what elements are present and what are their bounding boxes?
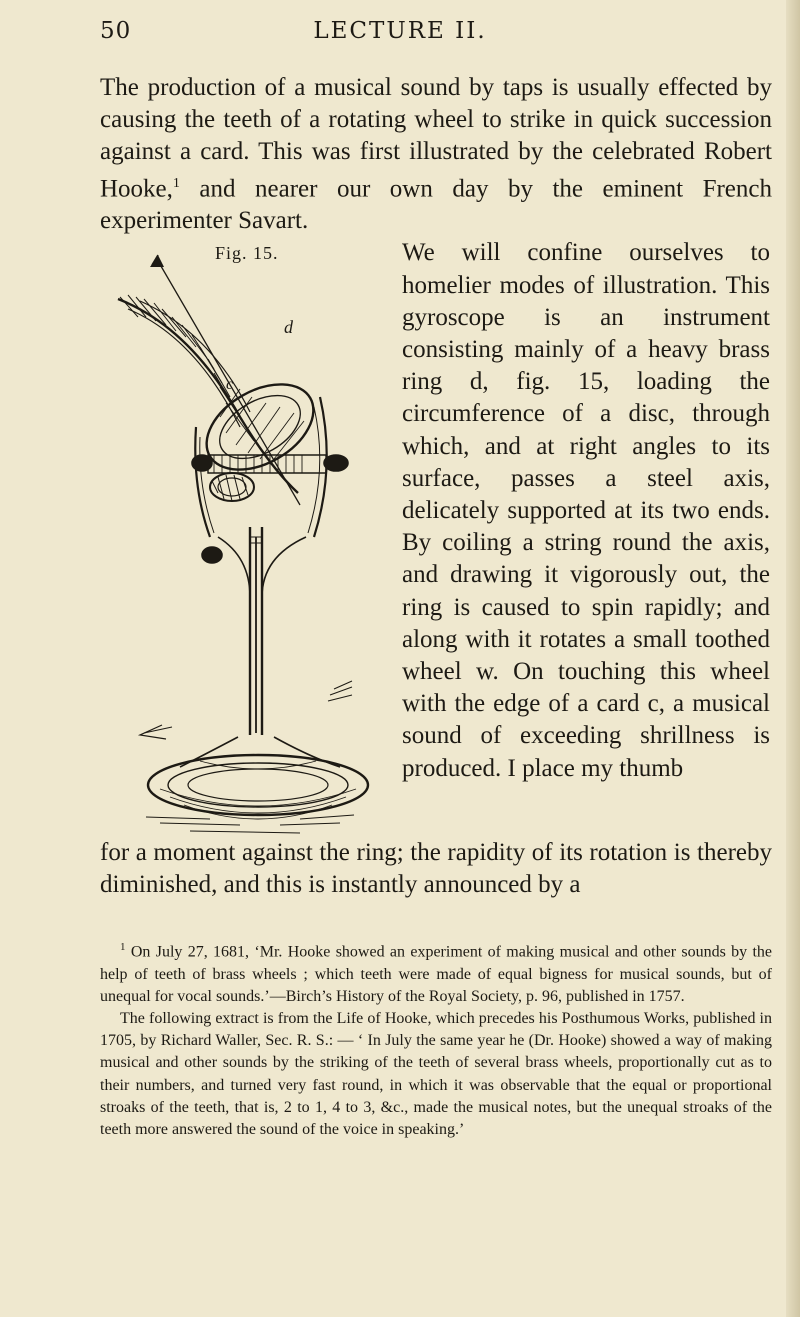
figure-letter-c: c <box>226 376 234 394</box>
body-text <box>100 72 772 901</box>
footnote-2: The following extract is from the Life of Hooke, which precedes his Posthumous Works, published in 1705, by Richard Waller, Sec. R. S.: — ‘ In July the same year he (Dr. Hooke) showed a way of making musical and other sounds by the striking of the teeth of several brass wheels, proportionally cut as to their numbers, and turned very fast round, in which it was observable that the equal or proportional stroaks of the teeth, that is, 2 to 1, 4 to 3, &c., made the musical notes, but the unequal stroaks of the teeth more answered the sound of the voice in speaking.’ <box>100 1009 772 1138</box>
gyroscope-illustration <box>100 237 404 837</box>
figure-label: Fig. 15. <box>215 243 279 264</box>
paragraph-bottom: for a moment against the ring; the rapidity of its rotation is thereby diminished, and this is instantly announced by a <box>100 839 772 899</box>
footnote-1-text: On July 27, 1681, ‘Mr. Hooke showed an experiment of making musical and other sounds by the help of teeth of brass wheels ; which teeth were made of equal bigness for musical sounds, but of unequal for vocal sounds.’—Birch’s History of the Royal Society, p. 96, published in 1757. <box>100 943 773 1005</box>
footnote-marker: 1 <box>120 941 126 953</box>
paragraph-side: We will confine ourselves to homelier modes of illustration. This gyroscope is an instrument consisting mainly of a heavy brass ring d, fig. 15, loading the circumference of a disc, through which, and at right angles to its surface, passes a steel axis, delicately supported at its two ends. By coiling a string round the axis, and drawing it vigorously out, the ring is caused to spin rapidly; and along with it rotates a small toothed wheel w. On touching this wheel with the edge of a card c, a musical sound of exceeding shrillness is produced. I place my thumb <box>402 239 770 782</box>
text-top: The production of a musical sound by taps is usually effected by causing the teeth of a rotating wheel to strike in quick succession against a card. This was first illustrated by the celebrated Robert Hooke, <box>100 74 772 203</box>
page-header <box>0 18 800 58</box>
figure-15 <box>100 237 404 837</box>
footnotes <box>100 936 772 1141</box>
text-top-continued: and nearer our own day by the eminent French experimenter Savart. <box>100 175 772 235</box>
footnote-ref[interactable]: 1 <box>172 176 180 191</box>
page-edge <box>786 0 800 1317</box>
paragraph-top <box>100 72 772 237</box>
running-head: LECTURE II. <box>313 18 487 44</box>
figure-wrap-zone <box>100 237 772 837</box>
page-number: 50 <box>100 18 132 44</box>
footnote-1 <box>100 936 772 1008</box>
figure-letter-d: d <box>284 317 293 338</box>
